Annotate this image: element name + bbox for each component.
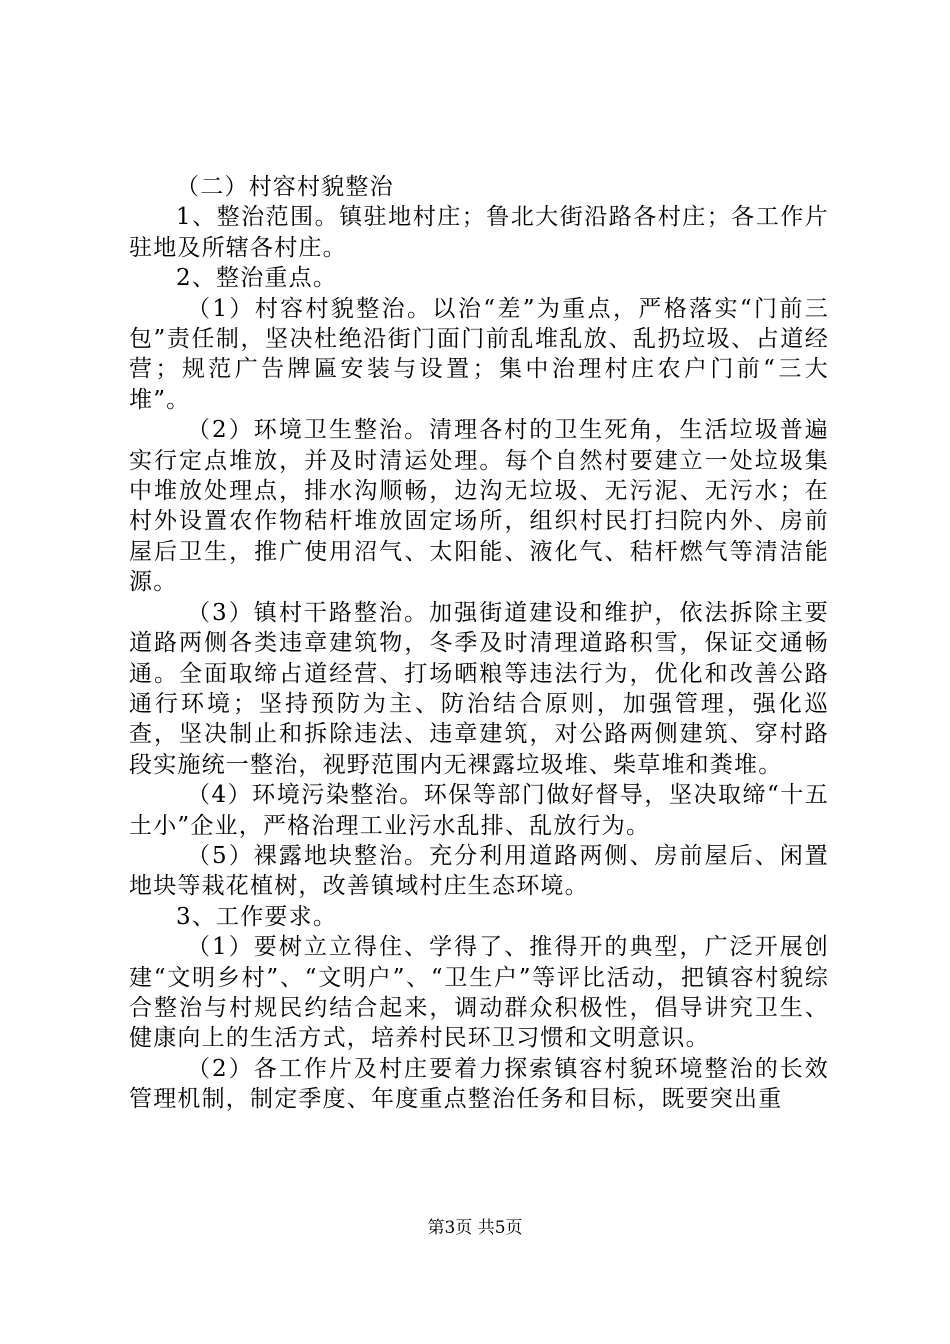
section-heading: （二）村容村貌整治 bbox=[176, 174, 394, 200]
paragraph-pollution: （4）环境污染整治。环保等部门做好督导，坚决取缔“十五土小”企业，严格治理工业污水乱排、乱放行为。 bbox=[129, 782, 829, 839]
paragraph-roads: （3）镇村干路整治。加强街道建设和维护，依法拆除主要道路两侧各类违章建筑物，冬季及时清理道路积雪，保证交通畅通。全面取缔占道经营、打场晒粮等违法行为，优化和改善公路通行环境；坚持预防为主、防治结合原则，加强管理，强化巡查，坚决制止和拆除违法、违章建筑，对公路两侧建筑、穿村路段实施统一整治，视野范围内无裸露垃圾堆、柴草堆和粪堆。 bbox=[129, 599, 829, 778]
page-footer bbox=[0, 1217, 950, 1239]
page-number: 第3页 共5页 bbox=[427, 1218, 523, 1238]
paragraph-requirement-2: （2）各工作片及村庄要着力探索镇容村貌环境整治的长效管理机制，制定季度、年度重点整治任务和目标，既要突出重 bbox=[129, 1055, 829, 1113]
paragraph-bare-land: （5）裸露地块整治。充分利用道路两侧、房前屋后、闲置地块等栽花植树，改善镇域村庄生态环境。 bbox=[129, 842, 829, 900]
document-body bbox=[129, 172, 829, 1115]
paragraph-requirement-1: （1）要树立立得住、学得了、推得开的典型，广泛开展创建“文明乡村”、“文明户”、“卫生户”等评比活动，把镇容村貌综合整治与村规民约结合起来，调动群众积极性，倡导讲究卫生、健康向上的生活方式，培养村民环卫习惯和文明意识。 bbox=[129, 934, 829, 1052]
paragraph-sanitation: （2）环境卫生整治。清理各村的卫生死角，生活垃圾普遍实行定点堆放，并及时清运处理。每个自然村要建立一处垃圾集中堆放处理点，排水沟顺畅，边沟无垃圾、无污泥、无污水；在村外设置农作物秸杆堆放固定场所，组织村民打扫院内外、房前屋后卫生，推广使用沼气、太阳能、液化气、秸杆燃气等清洁能源。 bbox=[129, 417, 829, 596]
paragraph-scope: 1、整治范围。镇驻地村庄；鲁北大街沿路各村庄；各工作片驻地及所辖各村庄。 bbox=[129, 204, 829, 261]
paragraph-key-points: 2、整治重点。 bbox=[176, 265, 338, 292]
paragraph-village-appearance: （1）村容村貌整治。以治“差”为重点，严格落实“门前三包”责任制，坚决杜绝沿街门面门前乱堆乱放、乱扔垃圾、占道经营；规范广告牌匾安装与设置；集中治理村庄农户门前“三大堆”。 bbox=[129, 295, 829, 413]
paragraph-requirements: 3、工作要求。 bbox=[176, 903, 338, 930]
